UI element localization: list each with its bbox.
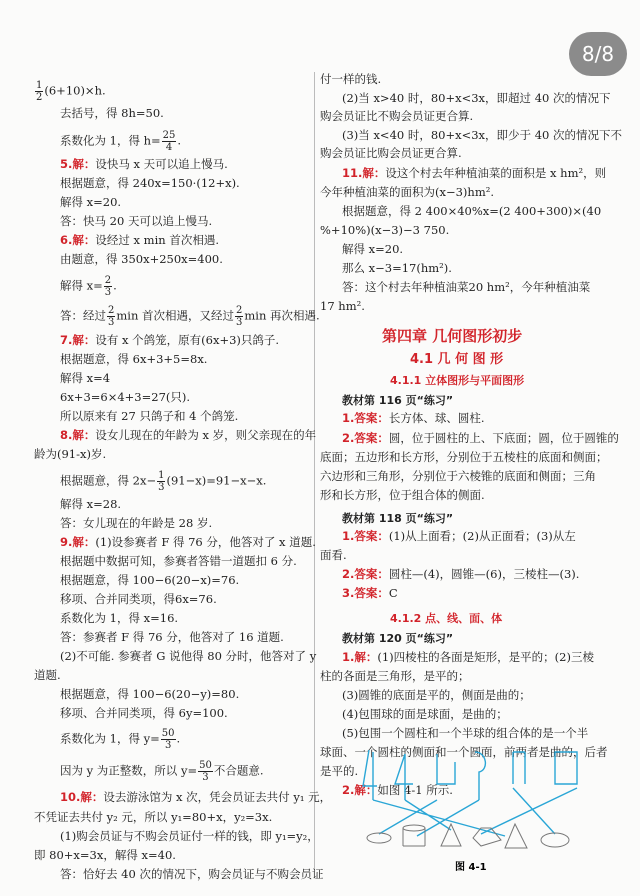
text-line: (1)购会员证与不购会员证付一样的钱，即 y₁=y₂， xyxy=(60,829,319,843)
text-line: 所以原来有 27 只鸽子和 4 个鸽笼. xyxy=(60,409,239,423)
text-line: 移项、合并同类项，得6x=76. xyxy=(60,592,217,606)
text-line: 是平的. xyxy=(320,764,359,778)
text-line: 购会员证比不购会员证更合算. xyxy=(320,109,474,123)
hemisphere-solid xyxy=(541,833,569,847)
text-line: 六边形和三角形，分别位于六棱锥的底面和侧面；三角 xyxy=(320,469,596,483)
text-line: 答：这个村去年种植油菜20 hm²，今年种植油菜 xyxy=(342,280,591,294)
text-line: 购会员证比购会员证更合算. xyxy=(320,146,462,160)
fraction: $\frac{50}{3}$ xyxy=(161,728,175,751)
text-line: 今年种植油菜的面积为(x−3)hm². xyxy=(320,185,494,199)
text-line: 由题意，得 350x+250x=400. xyxy=(60,252,223,266)
pyramid-solid xyxy=(505,824,527,848)
answer-line: 2.解：如图 4-1 所示. xyxy=(342,783,453,797)
figure-blue-sketch xyxy=(363,750,577,836)
question-10-heading: 10.解：设去游泳馆为 x 次，凭会员证去共付 y₁ 元， xyxy=(60,790,332,804)
question-7-heading: 7.解：设有 x 个鸽笼，原有(6x+3)只鸽子. xyxy=(60,333,280,347)
text-line: 答：快马 20 天可以追上慢马. xyxy=(60,214,213,228)
text-line: 因为 y 为正整数，所以 y= $\frac{50}{3}$ 不合题意. xyxy=(60,760,264,783)
text-line: 答：女儿现在的年龄是 28 岁. xyxy=(60,516,213,530)
text-line: 球面、一个圆柱的侧面和一个圆面，前两者是曲的，后者 xyxy=(320,745,608,759)
text-line: 移项、合并同类项，得 6y=100. xyxy=(60,706,228,720)
text-line: 去括号，得 8h=50. xyxy=(60,106,164,120)
question-11-heading: 11.解：设这个村去年种植油菜的面积是 x hm²，则 xyxy=(342,166,607,180)
text-line: (2)不可能. 参赛者 G 说他得 80 分时，他答对了 y xyxy=(60,649,317,663)
figure-caption: 图 4-1 xyxy=(455,862,487,873)
text-line: 根据题意，得 240x=150·(12+x). xyxy=(60,176,240,190)
text-line: 答：恰好去 40 次的情况下，购会员证与不购会员证 xyxy=(60,867,324,881)
text-line: 即 80+x=3x，解得 x=40. xyxy=(34,848,176,862)
answer-line: 1.答案：长方体、球、圆柱. xyxy=(342,411,485,425)
exercise-heading: 教材第 116 页“练习” xyxy=(342,394,454,407)
text-line: %+10%)(x−3)−3 750. xyxy=(320,223,450,237)
text-line: 付一样的钱. xyxy=(320,72,382,86)
text-line: (5)包围一个圆柱和一个半球的组合体的是一个半 xyxy=(342,726,589,740)
fraction: $\frac{2}{3}$ xyxy=(104,275,112,298)
text-line: 龄为(91-x)岁. xyxy=(34,447,107,461)
answer-line: 1.解：(1)四棱柱的各面是矩形，是平的；(2)三棱 xyxy=(342,650,594,664)
text-line: 根据题中数据可知，参赛者答错一道题扣 6 分. xyxy=(60,554,297,568)
fraction: $\frac{25}{4}$ xyxy=(162,130,176,153)
text-line: 17 hm². xyxy=(320,299,365,313)
answer-line: 1.答案：(1)从上面看；(2)从正面看；(3)从左 xyxy=(342,529,576,543)
text-line: 答：经过 $\frac{2}{3}$ min 首次相遇，又经过 $\frac{2}{3}$ min 再次相遇. xyxy=(60,305,320,328)
sphere-solid xyxy=(367,833,391,843)
text-line: 解得 x=4 xyxy=(60,371,111,385)
question-9-heading: 9.解：(1)设参赛者 F 得 76 分，他答对了 x 道题. xyxy=(60,535,316,549)
text-line: (3)当 x<40 时，80+x<3x，即少于 40 次的情况下不 xyxy=(342,128,622,142)
page-counter-badge: 8/8 xyxy=(569,32,627,76)
question-8-heading: 8.解：设女儿现在的年龄为 x 岁，则父亲现在的年 xyxy=(60,428,317,442)
text-line: 根据题意，得 100−6(20−y)=80. xyxy=(60,687,240,701)
fraction: $\frac{50}{3}$ xyxy=(199,760,212,783)
figure-solids xyxy=(367,824,569,848)
fraction: $\frac{2}{3}$ xyxy=(236,305,243,328)
text-line: (2)当 x>40 时，80+x<3x，即超过 40 次的情况下 xyxy=(342,91,611,105)
text-line: (3)圆锥的底面是平的，侧面是曲的； xyxy=(342,688,531,702)
text-line: 面看. xyxy=(320,548,347,562)
trapezoid-sketch xyxy=(513,752,525,784)
text-line: 6x+3=6×4+3=27(只). xyxy=(60,390,191,404)
answer-line: 2.答案：圆柱—(4)，圆锥—(6)，三棱柱—(3). xyxy=(342,567,580,581)
cylinder-top xyxy=(403,825,425,831)
column-divider xyxy=(314,72,315,872)
exercise-heading: 教材第 118 页“练习” xyxy=(342,512,454,525)
answer-line: 3.答案：C xyxy=(342,586,398,600)
text-line: 柱的各面是三角形，是平的； xyxy=(320,669,470,683)
rectangle-sketch xyxy=(437,754,455,784)
text-line: 底面；五边形和长方形，分别位于五棱柱的底面和侧面； xyxy=(320,450,608,464)
text-line: 道题. xyxy=(34,668,61,682)
text-line: 那么 x−3=17(hm²). xyxy=(342,261,452,275)
exercise-heading: 教材第 120 页“练习” xyxy=(342,632,454,645)
text-line: 根据题意，得 6x+3+5=8x. xyxy=(60,352,208,366)
cone-solid xyxy=(441,824,461,846)
chapter-title: 第四章 几何图形初步 xyxy=(382,327,523,345)
text-line: 答：参赛者 F 得 76 分，他答对了 16 道题. xyxy=(60,630,284,644)
text-line: 根据题意，得 2 400×40%x=(2 400+300)×(40 xyxy=(342,204,602,218)
right-triangle-sketch xyxy=(395,754,413,800)
question-6-heading: 6.解：设经过 x min 首次相遇. xyxy=(60,233,219,247)
fraction: $\frac{2}{3}$ xyxy=(108,305,115,328)
text-line: 根据题意，得 2x− $\frac{1}{3}$ (91−x)=91−x−x. xyxy=(60,470,267,493)
fraction: $\frac{1}{2}$ xyxy=(36,80,43,103)
square-sketch xyxy=(555,752,577,784)
text-line: 根据题意，得 100−6(20−x)=76. xyxy=(60,573,240,587)
text-line: 解得 x= $\frac{2}{3}$ . xyxy=(60,275,117,298)
text-line: 不凭证去共付 y₂ 元，所以 y₁=80+x，y₂=3x. xyxy=(34,810,273,824)
text-line: 解得 x=28. xyxy=(60,497,122,511)
figure-4-1-diagram xyxy=(355,744,595,852)
question-5-heading: 5.解：设快马 x 天可以追上慢马. xyxy=(60,157,228,171)
text-line: 形和长方形，位于组合体的侧面. xyxy=(320,488,485,502)
section-title: 4.1 几 何 图 形 xyxy=(410,352,504,367)
subsection-title: 4.1.2 点、线、面、体 xyxy=(390,612,503,625)
text-line: (4)包围球的面是球面，是曲的； xyxy=(342,707,508,721)
text-line: $\frac{1}{2}$ (6+10)×h. xyxy=(36,80,106,103)
text-line: 系数化为 1，得 x=16. xyxy=(60,611,179,625)
text-line: 解得 x=20. xyxy=(342,242,404,256)
triangle-line-sketch xyxy=(363,750,377,800)
text-line: 系数化为 1，得 h= $\frac{25}{4}$ . xyxy=(60,130,182,153)
answer-line: 2.答案：圆，位于圆柱的上、下底面；圆，位于圆锥的 xyxy=(342,431,619,445)
text-line: 解得 x=20. xyxy=(60,195,122,209)
subsection-title: 4.1.1 立体图形与平面图形 xyxy=(390,374,525,387)
text-line: 系数化为 1，得 y= $\frac{50}{3}$ . xyxy=(60,728,181,751)
fraction: $\frac{1}{3}$ xyxy=(158,470,165,493)
semicircle-sketch xyxy=(475,752,485,800)
